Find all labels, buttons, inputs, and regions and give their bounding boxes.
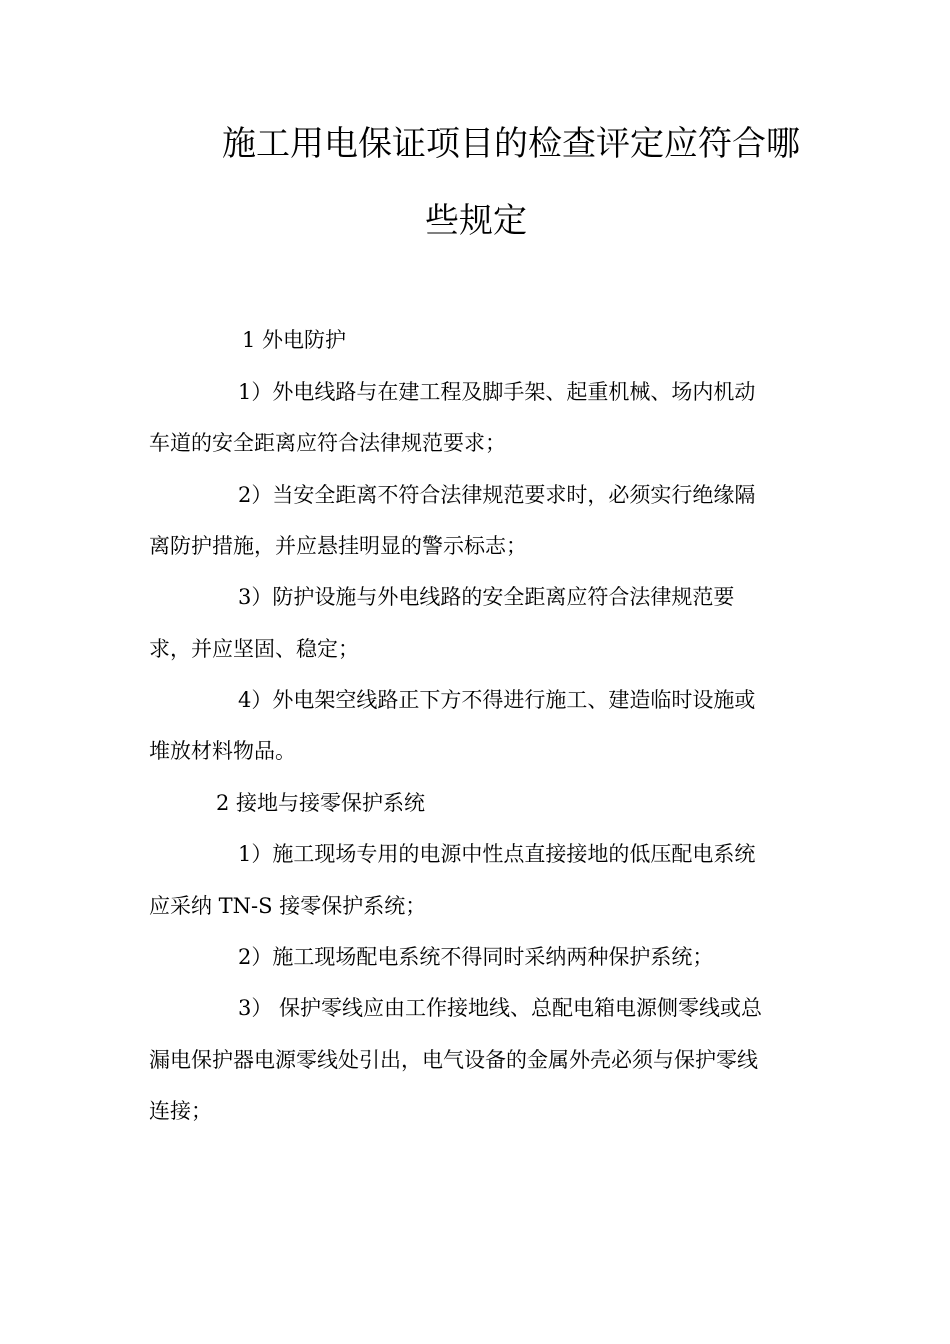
- body-line: 求，并应坚固、稳定；: [149, 637, 359, 661]
- body-line: 2）当安全距离不符合法律规范要求时，必须实行绝缘隔: [238, 483, 756, 507]
- document-title-line-1: 施工用电保证项目的检查评定应符合哪: [222, 124, 800, 164]
- section-heading-outside-power: 1 外电防护: [242, 328, 347, 352]
- body-line: 3）防护设施与外电线路的安全距离应符合法律规范要: [238, 585, 735, 609]
- body-line: 2）施工现场配电系统不得同时采纳两种保护系统；: [238, 945, 714, 969]
- body-line: 连接；: [149, 1099, 212, 1123]
- body-line: 3） 保护零线应由工作接地线、总配电箱电源侧零线或总: [238, 996, 763, 1020]
- body-line: 1）外电线路与在建工程及脚手架、起重机械、场内机动: [238, 380, 756, 404]
- body-line: 车道的安全距离应符合法律规范要求；: [149, 431, 506, 455]
- body-line: 漏电保护器电源零线处引出，电气设备的金属外壳必须与保护零线: [149, 1048, 758, 1072]
- body-line: 1）施工现场专用的电源中性点直接接地的低压配电系统: [238, 842, 756, 866]
- document-title-line-2: 些规定: [425, 201, 527, 241]
- body-line: 4）外电架空线路正下方不得进行施工、建造临时设施或: [238, 688, 756, 712]
- body-line: 应采纳 TN-S 接零保护系统；: [149, 894, 427, 918]
- section-heading-grounding: 2 接地与接零保护系统: [216, 791, 426, 815]
- body-line: 堆放材料物品。: [149, 739, 296, 763]
- body-line: 离防护措施，并应悬挂明显的警示标志；: [149, 534, 527, 558]
